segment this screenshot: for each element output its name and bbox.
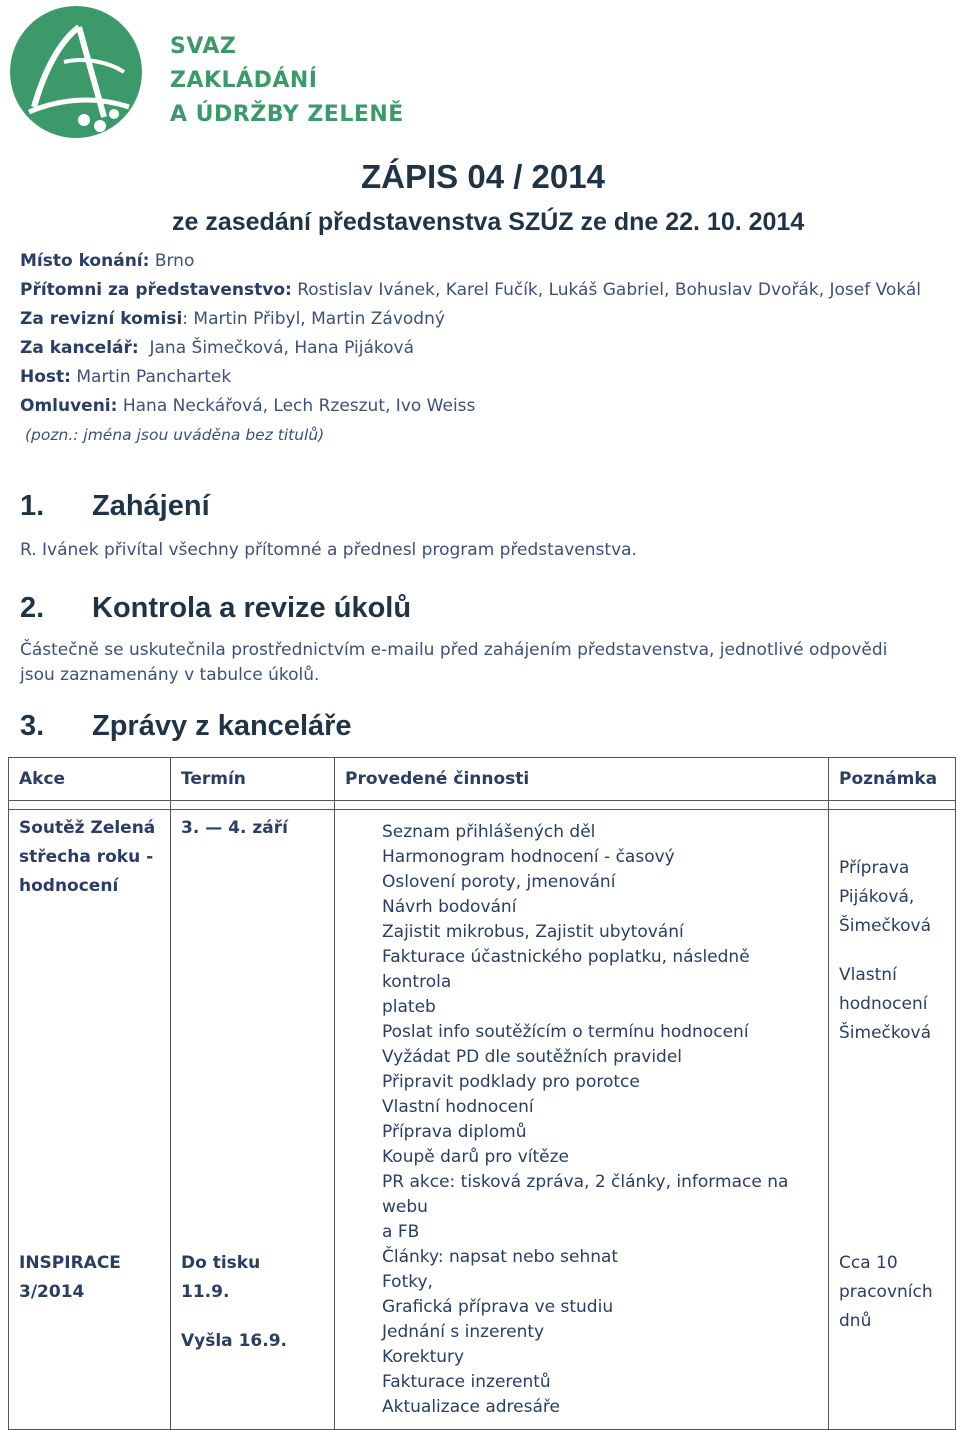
activity-item: Zajistit mikrobus, Zajistit ubytování xyxy=(382,922,684,942)
cell-akce xyxy=(9,1245,171,1430)
info-office xyxy=(20,334,921,363)
activity-item: Aktualizace adresáře xyxy=(382,1397,560,1417)
info-audit xyxy=(20,305,921,334)
info-label: Host: xyxy=(20,367,71,387)
cell-line: pracovních dnů xyxy=(839,1282,933,1331)
section-title: Zahájení xyxy=(92,490,210,522)
cell-poznamka xyxy=(829,810,956,1246)
info-label: Za revizní komisi xyxy=(20,309,183,329)
section-heading xyxy=(20,490,210,523)
cell-line: Cca 10 xyxy=(839,1253,898,1273)
activity-item: Vlastní hodnocení xyxy=(382,1097,534,1117)
info-label: Omluveni: xyxy=(20,396,118,416)
cell-termin xyxy=(171,1245,335,1430)
activity-item: Návrh bodování xyxy=(382,897,517,917)
cell-line: Šimečková xyxy=(839,916,931,936)
activity-item: Grafická příprava ve studiu xyxy=(382,1297,614,1317)
info-value: : Martin Přibyl, Martin Závodný xyxy=(182,309,445,329)
table-header: Akce xyxy=(9,758,171,801)
cell-spacer xyxy=(839,941,945,961)
cell-cinnosti xyxy=(335,1245,829,1430)
cell-line: Soutěž Zelená xyxy=(19,818,156,838)
info-label: Za kancelář: xyxy=(20,338,139,358)
document-title xyxy=(0,158,960,196)
table-row xyxy=(9,810,956,1246)
cell-line: 3/2014 xyxy=(19,1282,85,1302)
cell-line: 11.9. xyxy=(181,1282,230,1302)
cell-line: Příprava xyxy=(839,858,910,878)
info-board xyxy=(20,276,921,305)
activity-item: Vyžádat PD dle soutěžních pravidel xyxy=(382,1047,683,1067)
table-header-row xyxy=(9,758,956,801)
meeting-info xyxy=(20,247,921,450)
section-number: 3. xyxy=(20,710,45,742)
section-number: 1. xyxy=(20,490,45,522)
activity-item: Poslat info soutěžícím o termínu hodnocení xyxy=(382,1022,749,1042)
activity-item: Koupě darů pro vítěze xyxy=(382,1147,570,1167)
activity-item: Příprava diplomů xyxy=(382,1122,527,1142)
activity-item: Připravit podklady pro porotce xyxy=(382,1072,640,1092)
activity-item: Korektury xyxy=(382,1347,465,1367)
activity-item: Jednání s inzerenty xyxy=(382,1322,545,1342)
sza-logo-icon xyxy=(4,2,149,142)
info-value: Martin Panchartek xyxy=(76,367,232,387)
cell-line: Pijáková, xyxy=(839,887,915,907)
activity-item: Seznam přihlášených děl xyxy=(382,822,596,842)
cell-line: Do tisku xyxy=(181,1253,261,1273)
section-heading xyxy=(20,710,352,743)
cell-line: Vlastní xyxy=(839,965,897,985)
section-title: Kontrola a revize úkolů xyxy=(92,592,412,624)
section-number: 2. xyxy=(20,592,45,624)
org-name-line: A ÚDRŽBY ZELENĚ xyxy=(170,102,404,127)
org-name xyxy=(170,30,404,132)
activity-item: plateb xyxy=(382,997,436,1017)
table-header: Poznámka xyxy=(829,758,956,801)
activity-item: PR akce: tisková zpráva, 2 články, informace na webu xyxy=(382,1172,789,1217)
office-report-table xyxy=(8,757,956,1430)
section-heading xyxy=(20,592,411,625)
activity-item: Fotky, xyxy=(382,1272,433,1292)
document-subtitle: ze zasedání představenstva SZÚZ ze dne 22. 10. 2014 xyxy=(172,208,805,236)
cell-line: 3. — 4. září xyxy=(181,818,288,838)
cell-akce xyxy=(9,810,171,1246)
cell-spacer xyxy=(181,1307,324,1327)
info-value: Jana Šimečková, Hana Pijáková xyxy=(149,338,414,358)
info-value: Rostislav Ivánek, Karel Fučík, Lukáš Gabriel, Bohuslav Dvořák, Josef Vokál xyxy=(297,280,922,300)
cell-line: Šimečková xyxy=(839,1023,931,1043)
document-title-text: ZÁPIS 04 / 2014 xyxy=(361,158,605,195)
cell-line: hodnocení xyxy=(19,876,119,896)
cell-termin xyxy=(171,810,335,1246)
info-place xyxy=(20,247,921,276)
info-value: Hana Neckářová, Lech Rzeszut, Ivo Weiss xyxy=(122,396,476,416)
table-row xyxy=(9,1245,956,1430)
info-label: Místo konání: xyxy=(20,251,150,271)
activity-item: Články: napsat nebo sehnat xyxy=(382,1247,619,1267)
section-title: Zprávy z kanceláře xyxy=(92,710,352,742)
activity-item: a FB xyxy=(382,1222,420,1242)
info-note: (pozn.: jména jsou uváděna bez titulů) xyxy=(25,426,325,444)
table-header: Provedené činnosti xyxy=(335,758,829,801)
section-text: R. Ivánek přivítal všechny přítomné a přednesl program představenstva. xyxy=(20,540,637,560)
info-excused xyxy=(20,392,921,421)
cell-poznamka xyxy=(829,1245,956,1430)
activity-item: Oslovení poroty, jmenování xyxy=(382,872,616,892)
table-gap xyxy=(9,801,956,810)
table-header: Termín xyxy=(171,758,335,801)
cell-line: hodnocení xyxy=(839,994,928,1014)
info-label: Přítomni za představenstvo: xyxy=(20,280,292,300)
cell-line: střecha roku - xyxy=(19,847,154,867)
activity-item: Harmonogram hodnocení - časový xyxy=(382,847,675,867)
activity-item: Fakturace účastnického poplatku, následně kontrola xyxy=(382,947,750,992)
org-name-line: SVAZ xyxy=(170,34,237,59)
cell-cinnosti xyxy=(335,810,829,1246)
section-text: Částečně se uskutečnila prostřednictvím e-mailu před zahájením představenstva, jednotlivé odpovědi jsou zaznamenány v tabulce úkolů. xyxy=(20,640,888,685)
cell-line: INSPIRACE xyxy=(19,1253,121,1273)
org-name-line: ZAKLÁDÁNÍ xyxy=(170,68,318,93)
cell-line: Vyšla 16.9. xyxy=(181,1331,287,1351)
activity-item: Fakturace inzerentů xyxy=(382,1372,551,1392)
info-guest xyxy=(20,363,921,392)
info-value: Brno xyxy=(154,251,195,271)
